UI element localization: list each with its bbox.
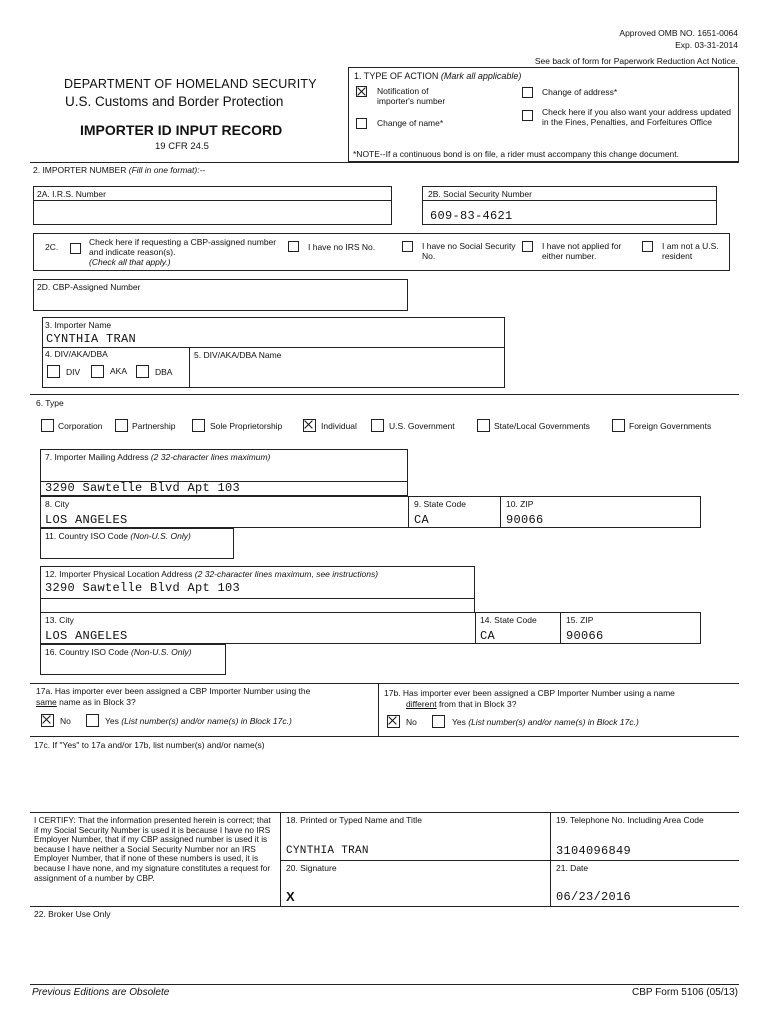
state-local-gov-checkbox[interactable] [477, 419, 490, 432]
previous-editions-note: Previous Editions are Obsolete [32, 987, 170, 998]
cfr-reference: 19 CFR 24.5 [155, 141, 209, 152]
q17b-no-label: No [406, 717, 417, 727]
dba-checkbox[interactable] [136, 365, 149, 378]
dba-label: DBA [155, 367, 173, 377]
type-label: 6. Type [36, 398, 64, 408]
physical-state-value[interactable]: CA [480, 629, 496, 643]
mailing-state-label: 9. State Code [414, 499, 466, 509]
individual-checkbox[interactable] [303, 419, 316, 432]
physical-state-label: 14. State Code [480, 615, 537, 625]
physical-zip-label: 15. ZIP [566, 615, 594, 625]
sole-proprietorship-label: Sole Proprietorship [210, 421, 283, 431]
telephone-label: 19. Telephone No. Including Area Code [556, 815, 704, 825]
notification-checkbox[interactable] [356, 86, 367, 97]
change-name-checkbox[interactable] [356, 118, 367, 129]
signature-value[interactable]: X [286, 889, 295, 904]
printed-name-label: 18. Printed or Typed Name and Title [286, 815, 422, 825]
q17b-no-checkbox[interactable] [387, 715, 400, 728]
div-label: DIV [66, 367, 81, 377]
q17b-yes-checkbox[interactable] [432, 715, 445, 728]
sole-proprietorship-checkbox[interactable] [192, 419, 205, 432]
physical-address-label: 12. Importer Physical Location Address (2 32-character lines maximum, see instructions) [45, 569, 379, 579]
q17b-label-line2: different from that in Block 3? [406, 699, 517, 709]
mailing-country-label: 11. Country ISO Code (Non-U.S. Only) [45, 531, 191, 541]
ssn-value: 609-83-4621 [430, 209, 513, 223]
physical-city-label: 13. City [45, 615, 74, 625]
physical-city-value[interactable]: LOS ANGELES [45, 629, 128, 643]
physical-country-label: 16. Country ISO Code (Non-U.S. Only) [45, 647, 192, 657]
continuous-bond-note: *NOTE--If a continuous bond is on file, a rider must accompany this change document. [353, 149, 679, 159]
aka-label: AKA [110, 366, 128, 376]
expiration-date: Exp. 03-31-2014 [675, 40, 738, 50]
not-resident-label: I am not a U.S. resident [662, 241, 719, 261]
broker-use-label: 22. Broker Use Only [34, 909, 111, 919]
department-name: DEPARTMENT OF HOMELAND SECURITY [64, 77, 317, 91]
c2-label: 2C. [45, 242, 59, 252]
div-aka-dba-name-label: 5. DIV/AKA/DBA Name [194, 350, 282, 360]
mailing-state-value[interactable]: CA [414, 513, 430, 527]
form-title: IMPORTER ID INPUT RECORD [80, 122, 283, 138]
foreign-gov-checkbox[interactable] [612, 419, 625, 432]
fines-office-label: Check here if you also want your address updated in the Fines, Penalties, and Forfeitures Office [542, 107, 732, 127]
q17a-label-line2: same name as in Block 3? [36, 697, 136, 707]
not-resident-checkbox[interactable] [642, 241, 653, 252]
physical-address-value: 3290 Sawtelle Blvd Apt 103 [45, 581, 241, 595]
fines-office-checkbox[interactable] [522, 110, 533, 121]
q17a-label: 17a. Has importer ever been assigned a CBP Importer Number using the [36, 686, 311, 696]
not-applied-label: I have not applied for either number. [542, 241, 622, 261]
mailing-zip-label: 10. ZIP [506, 499, 534, 509]
change-address-label: Change of address* [542, 87, 618, 97]
div-aka-dba-label: 4. DIV/AKA/DBA [45, 349, 108, 359]
div-checkbox[interactable] [47, 365, 60, 378]
importer-number-label: 2. IMPORTER NUMBER (Fill in one format):-- [33, 165, 206, 175]
individual-label: Individual [321, 421, 357, 431]
corporation-checkbox[interactable] [41, 419, 54, 432]
request-cbp-number-checkbox[interactable] [70, 243, 81, 254]
q17a-yes-checkbox[interactable] [86, 714, 99, 727]
q17a-no-label: No [60, 716, 71, 726]
omb-number: Approved OMB NO. 1651-0064 [619, 28, 738, 38]
partnership-checkbox[interactable] [115, 419, 128, 432]
ssn-label: 2B. Social Security Number [428, 189, 532, 199]
no-irs-label: I have no IRS No. [308, 242, 376, 252]
change-name-label: Change of name* [377, 118, 444, 128]
signature-label: 20. Signature [286, 863, 337, 873]
q17a-yes-label: Yes (List number(s) and/or name(s) in Block 17c.) [105, 716, 292, 726]
importer-name-value[interactable]: CYNTHIA TRAN [46, 332, 137, 346]
request-cbp-number-label: Check here if requesting a CBP-assigned number and indicate reason(s). (Check all that apply.) [89, 237, 277, 267]
us-government-checkbox[interactable] [371, 419, 384, 432]
aka-checkbox[interactable] [91, 365, 104, 378]
no-ssn-label: I have no Social Security No. [422, 241, 516, 261]
q17a-no-checkbox[interactable] [41, 714, 54, 727]
importer-name-label: 3. Importer Name [45, 320, 112, 330]
q17b-yes-label: Yes (List number(s) and/or name(s) in Block 17c.) [452, 717, 639, 727]
not-applied-checkbox[interactable] [522, 241, 533, 252]
irs-number-label: 2A. I.R.S. Number [37, 189, 106, 199]
foreign-gov-label: Foreign Governments [629, 421, 712, 431]
mailing-city-row [40, 496, 701, 528]
us-government-label: U.S. Government [389, 421, 455, 431]
mailing-address-value: 3290 Sawtelle Blvd Apt 103 [45, 481, 241, 495]
mailing-city-label: 8. City [45, 499, 70, 509]
mailing-address-label: 7. Importer Mailing Address (2 32-character lines maximum) [45, 452, 271, 462]
form-number: CBP Form 5106 (05/13) [632, 987, 738, 998]
date-label: 21. Date [556, 863, 589, 873]
mailing-city-value[interactable]: LOS ANGELES [45, 513, 128, 527]
printed-name-value[interactable]: CYNTHIA TRAN [286, 845, 369, 857]
state-local-gov-label: State/Local Governments [494, 421, 590, 431]
paperwork-notice: See back of form for Paperwork Reduction Act Notice. [534, 56, 738, 66]
mailing-zip-value[interactable]: 90066 [506, 513, 544, 527]
no-irs-checkbox[interactable] [288, 241, 299, 252]
q17c-label: 17c. If "Yes" to 17a and/or 17b, list number(s) and/or name(s) [34, 740, 265, 750]
telephone-value[interactable]: 3104096849 [556, 844, 632, 858]
physical-zip-value[interactable]: 90066 [566, 629, 604, 643]
corporation-label: Corporation [58, 421, 103, 431]
partnership-label: Partnership [132, 421, 176, 431]
notification-label: Notification of importer's number [377, 86, 446, 106]
change-address-checkbox[interactable] [522, 87, 533, 98]
cbp-assigned-number-label: 2D. CBP-Assigned Number [37, 282, 141, 292]
q17b-label: 17b. Has importer ever been assigned a CBP Importer Number using a name [384, 688, 675, 698]
type-of-action-label: 1. TYPE OF ACTION (Mark all applicable) [354, 71, 522, 81]
agency-name: U.S. Customs and Border Protection [65, 94, 284, 109]
certification-text: I CERTIFY: That the information presented herein is correct; that if my Social Security Number is used it is because I have no IRS Employer Number, that if my CBP assigned number is used it is because I have neither a Social Security Number nor an IRS Employer Number, that if none of these numbers is used, it is because I have none, and my signature constitutes a request for assignment of a number by CBP. [34, 815, 271, 883]
date-value[interactable]: 06/23/2016 [556, 890, 632, 904]
no-ssn-checkbox[interactable] [402, 241, 413, 252]
